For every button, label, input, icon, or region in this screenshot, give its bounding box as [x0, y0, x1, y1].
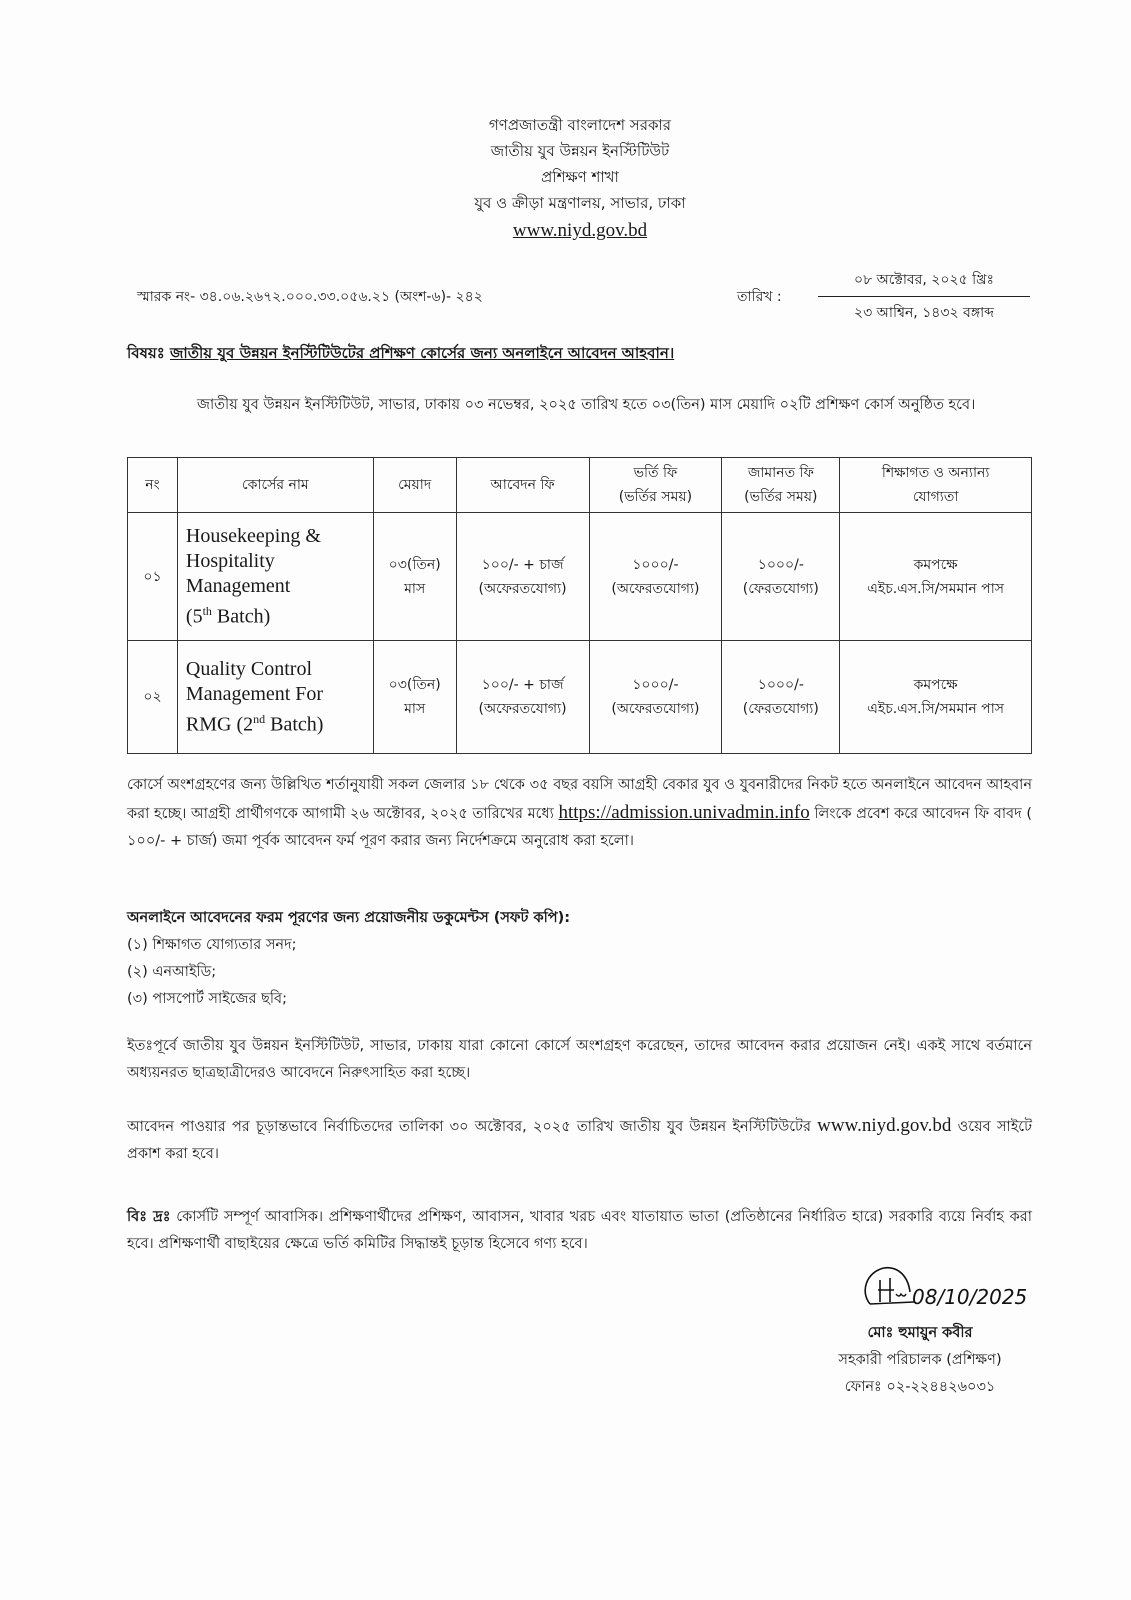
signature-icon: [800, 1262, 1040, 1320]
cell-security-fee: ১০০০/- (ফেরতযোগ্য): [722, 513, 840, 641]
cell-no: ০১: [128, 513, 178, 641]
cell-no: ০২: [128, 641, 178, 754]
admission-link[interactable]: https://admission.univadmin.info: [558, 802, 810, 823]
website-link[interactable]: www.niyd.gov.bd: [512, 220, 648, 241]
handwritten-signature: [800, 1262, 1040, 1320]
intro-paragraph: জাতীয় যুব উন্নয়ন ইনস্টিটিউট, সাভার, ঢাকায় ০৩ নভেম্বর, ২০২৫ তারিখ হতে ০৩(তিন) মাস মেয়াদি ০২টি প্রশিক্ষণ কোর্স অনুষ্ঠিত হবে।: [197, 397, 976, 413]
note-paragraph: বিঃ দ্রঃ কোর্সটি সম্পূর্ণ আবাসিক। প্রশিক্ষণার্থীদের প্রশিক্ষণ, আবাসন, খাবার খরচ এবং যাতায়াত ভাতা (প্রতিষ্ঠানের নির্ধারিত হারে) সরকারি ব্যয়ে নির্বাহ করা হবে। প্রশিক্ষণার্থী বাছাইয়ের ক্ষেত্রে ভর্তি কমিটির সিদ্ধান্তই চূড়ান্ত হিসেবে গণ্য হবে।: [127, 1209, 1032, 1252]
date-block: [818, 268, 1030, 325]
header-admission-fee: ভর্তি ফি (ভর্তির সময়): [589, 458, 722, 513]
header-security-fee: জামানত ফি (ভর্তির সময়): [722, 458, 840, 513]
course-table: [127, 457, 1032, 754]
note-label: বিঃ দ্রঃ: [127, 1209, 171, 1225]
signatory-designation: সহকারী পরিচালক (প্রশিক্ষণ): [838, 1352, 1002, 1368]
document-item: (২) এনআইডি;: [127, 964, 217, 980]
header-duration: মেয়াদ: [373, 458, 456, 513]
table-header-row: [128, 458, 1032, 513]
cell-duration: ০৩(তিন) মাস: [373, 513, 456, 641]
application-paragraph: কোর্সে অংশগ্রহণের জন্য উল্লিখিত শর্তানুযায়ী সকল জেলার ১৮ থেকে ৩৫ বছর বয়সি আগ্রহী বেকার যুব ও যুবনারীদের নিকট হতে অনলাইনে আবেদন আহবান করা হচ্ছে। আগ্রহী প্রার্থীগণকে আগামী ২৬ অক্টোবর, ২০২৫ তারিখের মধ্যে https://admission.univadmin.info লিংকে প্রবেশ করে আবেদন ফি বাবদ ( ১০০/- + চার্জ) জমা পূর্বক আবেদন ফর্ম পূরণ করার জন্য নির্দেশক্রমে অনুরোধ করা হলো।: [127, 777, 1033, 849]
signatory-name: মোঃ হুমায়ুন কবীর: [867, 1325, 973, 1341]
header-qualification: শিক্ষাগত ও অন্যান্য যোগ্যতা: [840, 458, 1032, 513]
header-application-fee: আবেদন ফি: [456, 458, 589, 513]
previous-participants-paragraph: ইতঃপূর্বে জাতীয় যুব উন্নয়ন ইনস্টিটিউট, সাভার, ঢাকায় যারা কোনো কোর্সে অংশগ্রহণ করেছেন, তাদের আবেদন করার প্রয়োজন নেই। একই সাথে বর্তমানে অধ্যয়নরত ছাত্রছাত্রীদেরও আবেদনে নিরুৎসাহিত করা হচ্ছে।: [127, 1038, 1032, 1081]
document-item: (১) শিক্ষাগত যোগ্যতার সনদ;: [127, 937, 297, 953]
date-label: তারিখ :: [737, 289, 782, 305]
cell-course-name: Quality Control Management For RMG (2nd Batch): [177, 641, 373, 754]
svg-text:08/10/2025: 08/10/2025: [912, 1285, 1028, 1309]
table-row: [128, 641, 1032, 754]
documents-section: [127, 905, 1032, 1013]
institute-name: জাতীয় যুব উন্নয়ন ইনস্টিটিউট: [490, 142, 670, 160]
section-name: প্রশিক্ষণ শাখা: [541, 168, 619, 186]
subject-text: জাতীয় যুব উন্নয়ন ইনস্টিটিউটের প্রশিক্ষণ কোর্সের জন্য অনলাইনে আবেদন আহবান।: [169, 344, 675, 362]
cell-application-fee: ১০০/- + চার্জ (অফেরতযোগ্য): [456, 513, 589, 641]
cell-admission-fee: ১০০০/- (অফেরতযোগ্য): [589, 641, 722, 754]
signatory-phone: ফোনঃ ০২-২২৪৪২৬০৩১: [844, 1379, 996, 1395]
table-row: [128, 513, 1032, 641]
website-link-inline[interactable]: www.niyd.gov.bd: [817, 1115, 952, 1136]
cell-security-fee: ১০০০/- (ফেরতযোগ্য): [722, 641, 840, 754]
memo-number: স্মারক নং- ৩৪.০৬.২৬৭২.০০০.৩৩.০৫৬.২১ (অংশ-৬)- ২৪২: [137, 289, 483, 305]
govt-name: গণপ্রজাতন্ত্রী বাংলাদেশ সরকার: [488, 116, 672, 134]
cell-duration: ০৩(তিন) মাস: [373, 641, 456, 754]
cell-admission-fee: ১০০০/- (অফেরতযোগ্য): [589, 513, 722, 641]
cell-qualification: কমপক্ষে এইচ.এস.সি/সমমান পাস: [840, 641, 1032, 754]
cell-course-name: Housekeeping & Hospitality Management (5th Batch): [177, 513, 373, 641]
selection-paragraph: আবেদন পাওয়ার পর চূড়ান্তভাবে নির্বাচিতদের তালিকা ৩০ অক্টোবর, ২০২৫ তারিখ জাতীয় যুব উন্নয়ন ইনস্টিটিউটের www.niyd.gov.bd ওয়েব সাইটে প্রকাশ করা হবে।: [127, 1115, 1033, 1162]
letterhead: [380, 112, 780, 244]
subject-line: [127, 342, 674, 367]
date-bangla: ২৩ আশ্বিন, ১৪৩২ বঙ্গাব্দ: [853, 305, 995, 321]
header-no: নং: [128, 458, 178, 513]
documents-title: অনলাইনে আবেদনের ফরম পূরণের জন্য প্রয়োজনীয় ডকুমেন্টস (সফট কপি):: [127, 910, 571, 926]
subject-label: বিষয়ঃ: [127, 344, 165, 362]
signature-block: [800, 1262, 1040, 1401]
cell-application-fee: ১০০/- + চার্জ (অফেরতযোগ্য): [456, 641, 589, 754]
date-gregorian: ০৮ অক্টোবর, ২০২৫ খ্রিঃ: [818, 268, 1030, 297]
cell-qualification: কমপক্ষে এইচ.এস.সি/সমমান পাস: [840, 513, 1032, 641]
ministry-address: যুব ও ক্রীড়া মন্ত্রণালয়, সাভার, ঢাকা: [474, 194, 686, 212]
header-course-name: কোর্সের নাম: [177, 458, 373, 513]
document-item: (৩) পাসপোর্ট সাইজের ছবি;: [127, 991, 287, 1007]
